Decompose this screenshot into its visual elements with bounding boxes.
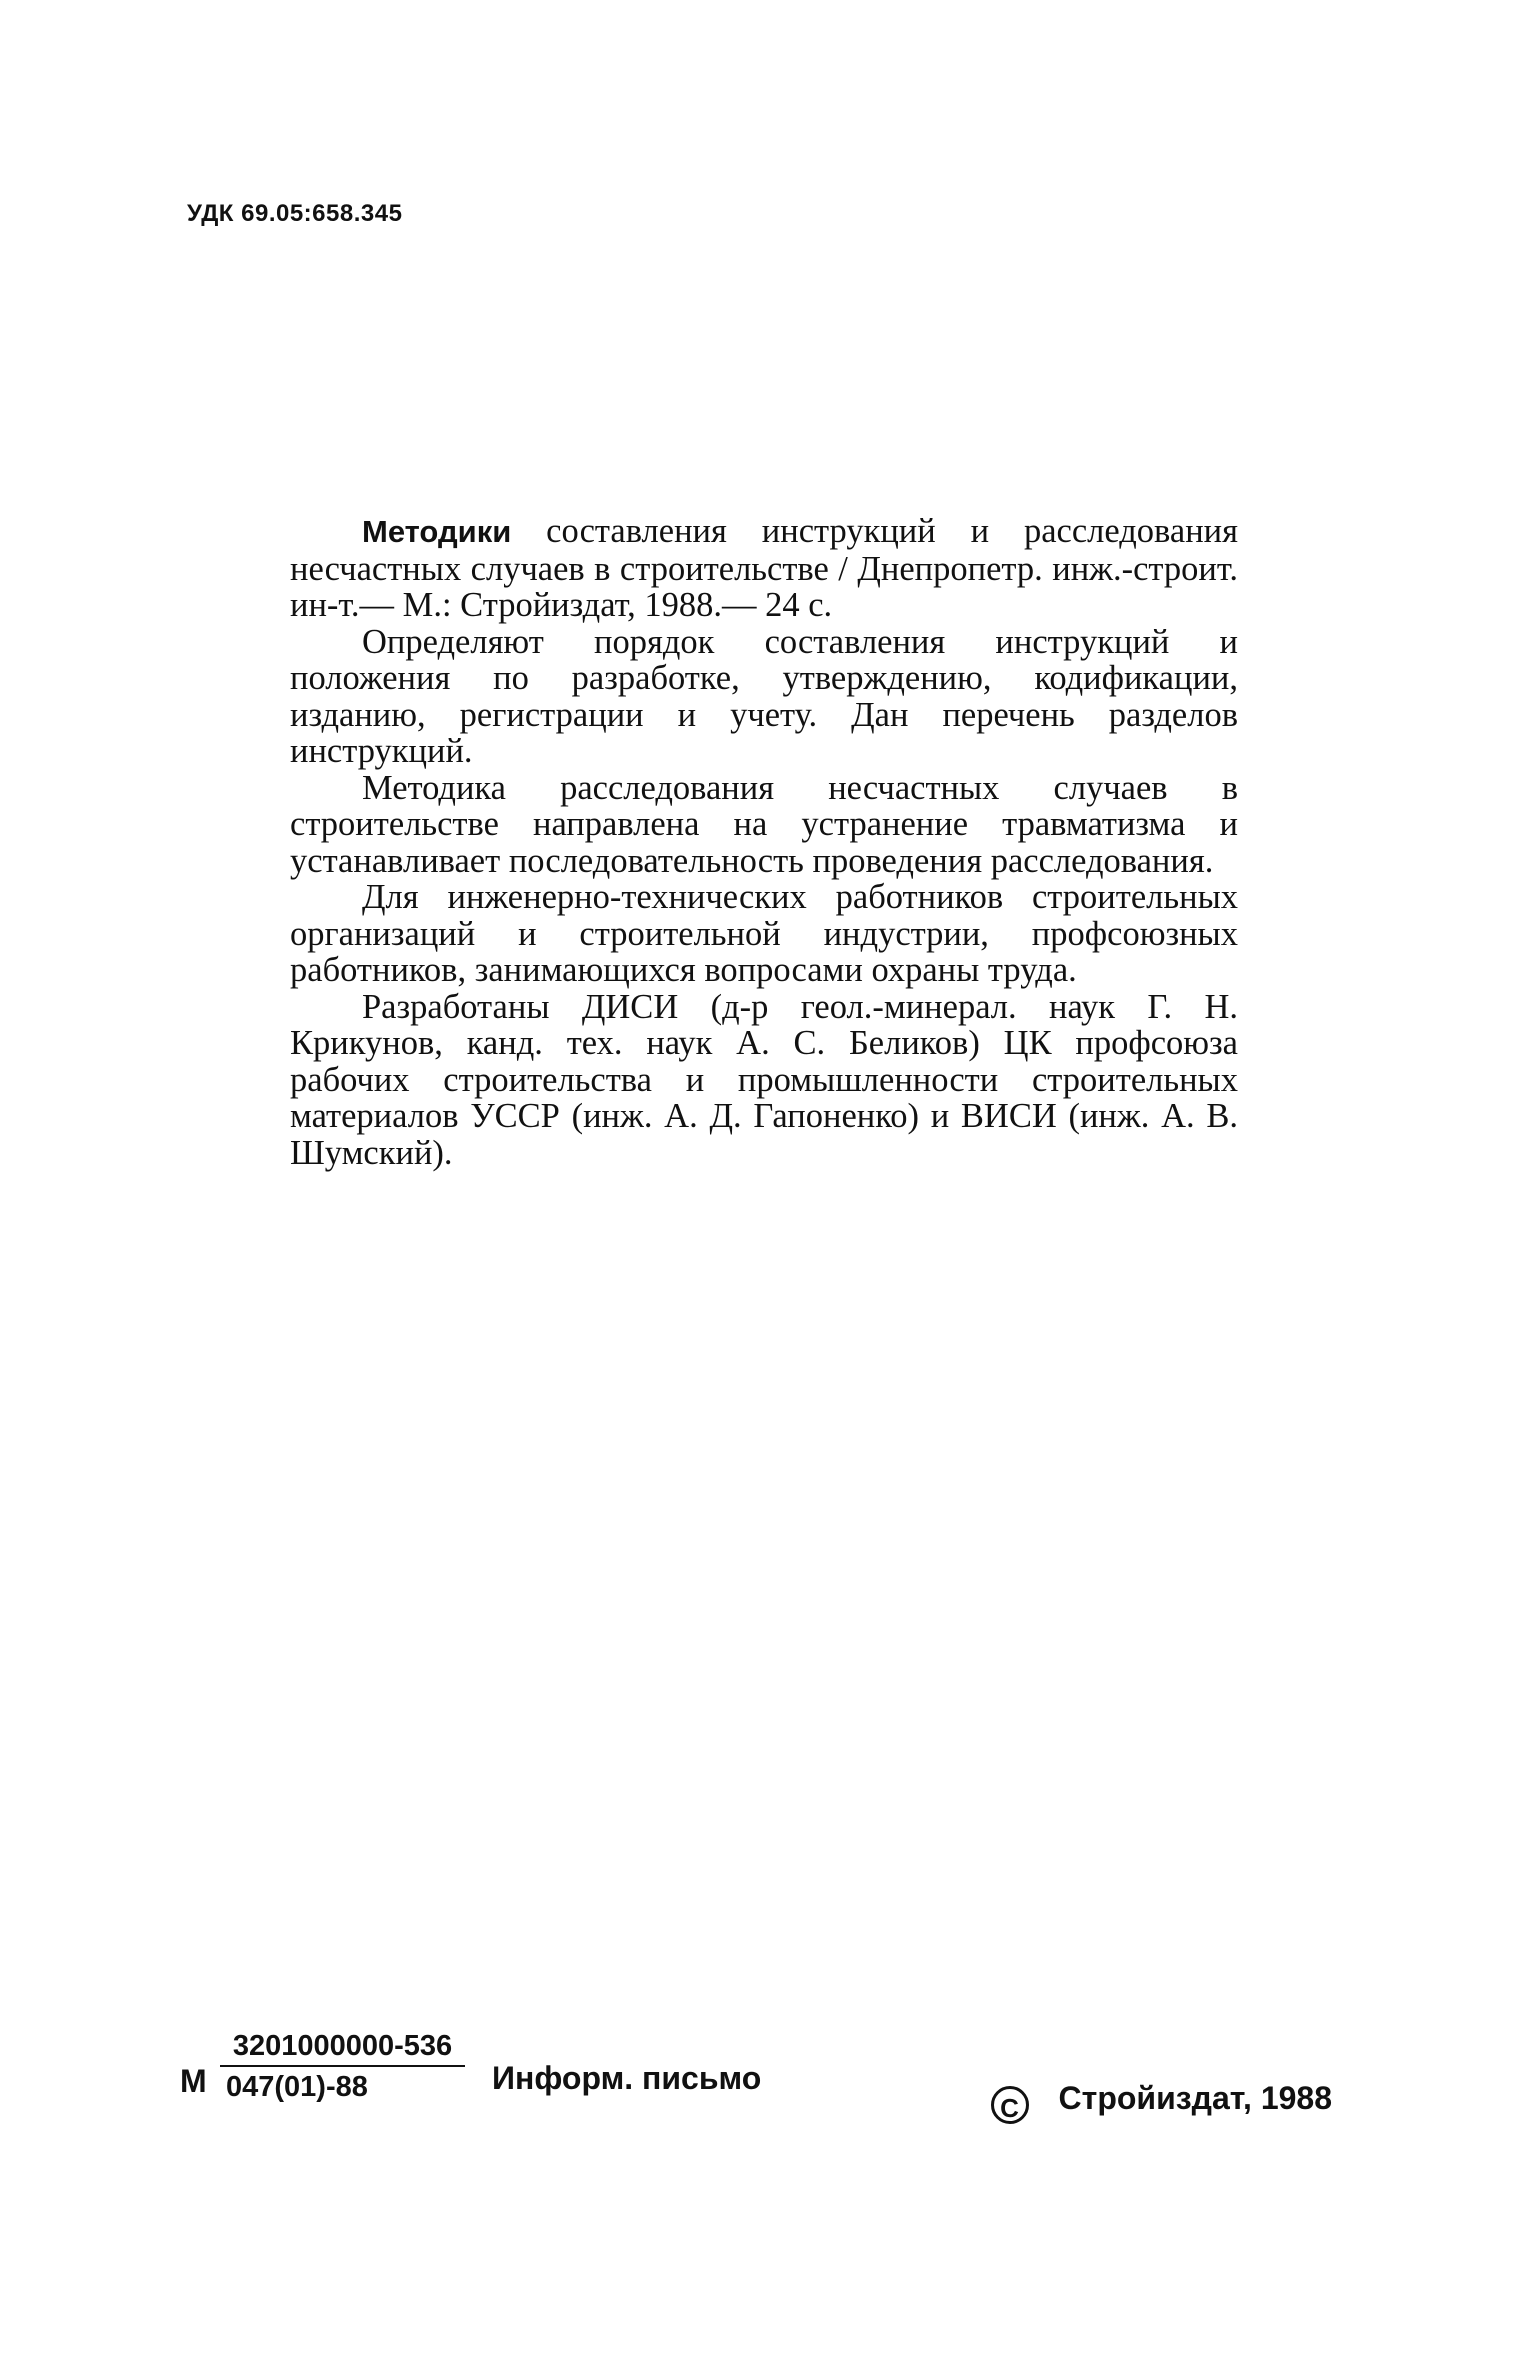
copyright-notice [991,2080,1332,2124]
imprint-index-fraction [220,2030,465,2104]
imprint-block [180,2025,1340,2125]
abstract-citation [290,513,1238,624]
bibliographic-abstract [290,513,1238,1171]
abstract-paragraph-method: Методика расследования несчастных случаев в строительстве направлена на устранение травматизма и устанавливает последовательность проведения расследования. [290,768,1238,880]
imprint-letter: М [180,2063,207,2099]
abstract-paragraph-audience: Для инженерно-технических работников строительных организаций и строительной индустрии, профсоюзных работников, занимающихся вопросами охраны труда. [290,878,1238,989]
abstract-citation-text: составления инструкций и расследования несчастных случаев в строительстве / Днепропетр. инж.-строит. ин-т.— М.: Стройиздат, 1988.— 24 с. [290,512,1238,624]
abstract-paragraph-authors: Разработаны ДИСИ (д-р геол.-минерал. наук Г. Н. Крикунов, канд. тех. наук А. С. Беликов) ЦК профсоюза рабочих строительства и промышленности строительных материалов УССР (инж. А. Д. Гапоненко) и ВИСИ (инж. А. В. Шумский). [290,987,1238,1172]
imprint-numerator: 3201000000-536 [220,2030,465,2067]
imprint-note: Информ. письмо [492,2060,762,2096]
copyright-icon: C [991,2086,1029,2124]
abstract-title: Методики [362,514,512,549]
udk-code: УДК 69.05:658.345 [187,200,403,227]
copyright-text: Стройиздат, 1988 [1058,2080,1332,2116]
abstract-paragraph-purpose: Определяют порядок составления инструкций и положения по разработке, утверждению, кодификации, изданию, регистрации и учету. Дан перечень разделов инструкций. [290,622,1238,770]
imprint-denominator: 047(01)-88 [226,2071,368,2103]
